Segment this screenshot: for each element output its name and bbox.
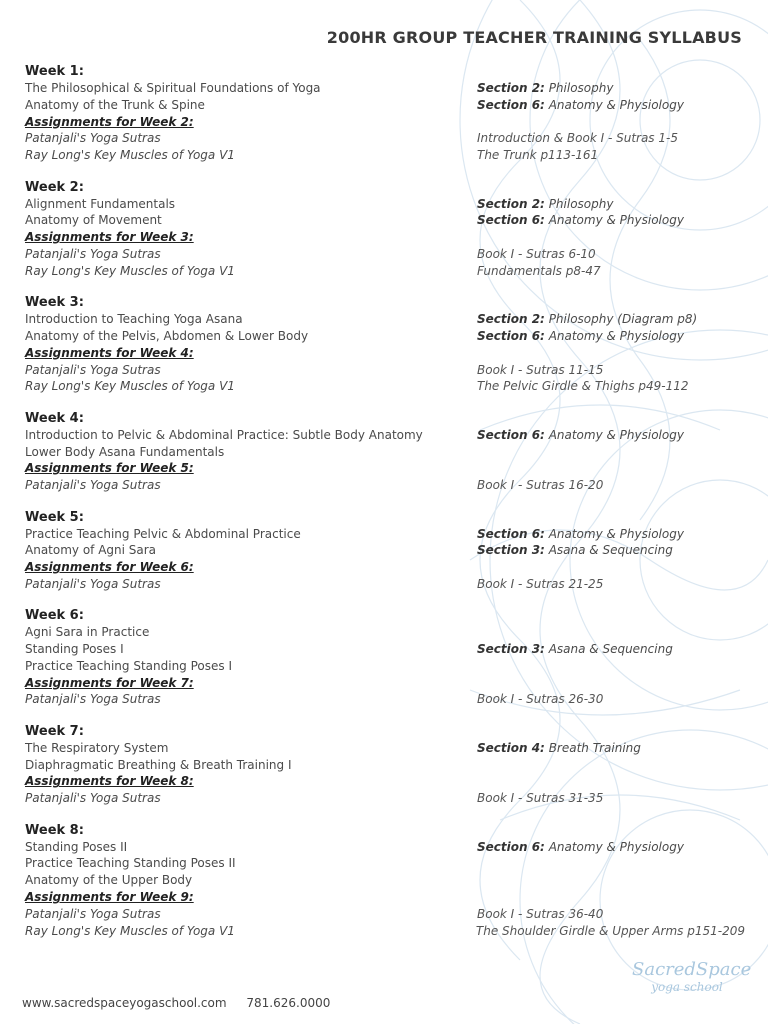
- right-column: [477, 114, 745, 131]
- reading-title: Patanjali's Yoga Sutras: [25, 906, 161, 921]
- section-value: Anatomy & Physiology: [548, 213, 684, 228]
- assignment-heading: Assignments for Week 4:: [25, 345, 194, 360]
- syllabus-row: [25, 427, 745, 444]
- reading-pages: Book I - Sutras 31-35: [477, 791, 604, 806]
- document-title: 200HR GROUP TEACHER TRAINING SYLLABUS: [326, 28, 742, 47]
- section-value: Asana & Sequencing: [548, 642, 673, 657]
- right-column: [477, 229, 745, 246]
- topic-text: Diaphragmatic Breathing & Breath Training I: [25, 757, 292, 772]
- reading-pages: The Shoulder Girdle & Upper Arms p151-209: [475, 923, 745, 938]
- reading-pages: Introduction & Book I - Sutras 1-5: [477, 131, 678, 146]
- reading-title: Patanjali's Yoga Sutras: [25, 576, 161, 591]
- phone-number: 781.626.0000: [246, 996, 331, 1010]
- syllabus-row: [25, 641, 745, 658]
- syllabus-row: [25, 740, 745, 757]
- right-column: [477, 641, 745, 658]
- right-column: [477, 790, 745, 807]
- assignment-heading: Assignments for Week 5:: [25, 461, 194, 476]
- section-value: Anatomy & Physiology: [548, 427, 684, 442]
- week-heading: Week 1:: [25, 64, 84, 79]
- syllabus-row: [25, 311, 745, 328]
- week-section: [25, 410, 745, 494]
- right-column: [477, 889, 745, 906]
- reading-title: Patanjali's Yoga Sutras: [25, 362, 161, 377]
- reading-pages: Fundamentals p8-47: [477, 263, 601, 278]
- syllabus-row: [25, 675, 745, 692]
- right-column: [477, 576, 745, 593]
- week-section: [25, 63, 745, 164]
- right-column: [477, 263, 745, 280]
- topic-text: Anatomy of the Pelvis, Abdomen & Lower Body: [25, 328, 309, 343]
- section-label: Section 2:: [477, 312, 545, 327]
- topic-text: Standing Poses II: [25, 839, 128, 854]
- logo-line-1: SacredSpace: [632, 959, 752, 980]
- section-value: Anatomy & Physiology: [548, 839, 684, 854]
- section-label: Section 6:: [477, 526, 545, 541]
- week-section: [25, 294, 745, 395]
- week-section: [25, 822, 745, 940]
- syllabus-row: [25, 345, 745, 362]
- syllabus-row: [25, 889, 745, 906]
- right-column: [477, 378, 745, 395]
- reading-pages: Book I - Sutras 11-15: [477, 362, 604, 377]
- assignment-heading: Assignments for Week 6:: [25, 560, 194, 575]
- syllabus-row: [25, 114, 745, 131]
- syllabus-row: [25, 362, 745, 379]
- reading-pages: The Pelvic Girdle & Thighs p49-112: [477, 379, 689, 394]
- syllabus-row: [25, 526, 745, 543]
- reading-title: Ray Long's Key Muscles of Yoga V1: [25, 148, 235, 163]
- right-column: [477, 362, 745, 379]
- syllabus-row: [25, 229, 745, 246]
- topic-text: The Philosophical & Spiritual Foundations of Yoga: [25, 81, 321, 95]
- footer: [22, 996, 346, 1010]
- syllabus-row: [25, 212, 745, 229]
- section-value: Anatomy & Physiology: [548, 328, 684, 343]
- section-label: Section 6:: [477, 213, 545, 228]
- syllabus-row: [25, 658, 745, 675]
- syllabus-row: [25, 691, 745, 708]
- week-heading: Week 7:: [25, 723, 84, 739]
- week-heading: Week 5:: [25, 509, 84, 525]
- section-label: Section 4:: [477, 740, 545, 755]
- section-label: Section 6:: [477, 839, 545, 854]
- topic-text: Anatomy of the Upper Body: [25, 873, 193, 888]
- section-label: Section 3:: [477, 543, 545, 558]
- section-value: Anatomy & Physiology: [548, 97, 684, 112]
- topic-text: Introduction to Pelvic & Abdominal Practice: Subtle Body Anatomy: [25, 427, 423, 442]
- week-section: [25, 723, 745, 807]
- right-column: [477, 196, 745, 213]
- reading-title: Ray Long's Key Muscles of Yoga V1: [25, 923, 235, 938]
- syllabus-row: [25, 97, 745, 114]
- reading-pages: Book I - Sutras 16-20: [477, 478, 604, 493]
- topic-text: Lower Body Asana Fundamentals: [25, 444, 225, 459]
- right-column: [477, 855, 745, 872]
- reading-title: Patanjali's Yoga Sutras: [25, 478, 161, 493]
- right-column: [477, 526, 745, 543]
- right-column: [477, 477, 745, 494]
- section-value: Philosophy (Diagram p8): [548, 312, 698, 327]
- syllabus-row: [25, 460, 745, 477]
- right-column: [477, 212, 745, 229]
- topic-text: Agni Sara in Practice: [25, 625, 150, 640]
- section-value: Philosophy: [548, 196, 614, 211]
- topic-text: Practice Teaching Pelvic & Abdominal Practice: [25, 526, 301, 541]
- reading-pages: Book I - Sutras 6-10: [477, 246, 596, 261]
- right-column: [477, 691, 745, 708]
- syllabus-content: [25, 63, 745, 954]
- reading-pages: The Trunk p113-161: [477, 148, 599, 163]
- syllabus-row: [25, 839, 745, 856]
- reading-pages: Book I - Sutras 21-25: [477, 576, 604, 591]
- syllabus-row: [25, 872, 745, 889]
- week-heading: Week 2:: [25, 179, 84, 195]
- reading-title: Patanjali's Yoga Sutras: [25, 791, 161, 806]
- assignment-heading: Assignments for Week 3:: [25, 230, 194, 245]
- right-column: [477, 130, 745, 147]
- section-value: Breath Training: [548, 740, 641, 755]
- week-section: [25, 509, 745, 593]
- syllabus-row: [25, 246, 745, 263]
- right-column: [477, 345, 745, 362]
- syllabus-row: [25, 923, 745, 940]
- website-link[interactable]: www.sacredspaceyogaschool.com: [22, 996, 227, 1010]
- reading-pages: Book I - Sutras 36-40: [477, 906, 604, 921]
- section-label: Section 3:: [477, 642, 545, 657]
- section-label: Section 2:: [477, 81, 545, 95]
- syllabus-row: [25, 196, 745, 213]
- topic-text: Anatomy of Movement: [25, 213, 162, 228]
- right-column: [477, 97, 745, 114]
- right-column: [477, 246, 745, 263]
- reading-title: Ray Long's Key Muscles of Yoga V1: [25, 379, 235, 394]
- topic-text: Introduction to Teaching Yoga Asana: [25, 312, 243, 327]
- right-column: [477, 624, 745, 641]
- syllabus-row: [25, 757, 745, 774]
- right-column: [477, 559, 745, 576]
- section-label: Section 6:: [477, 328, 545, 343]
- assignment-heading: Assignments for Week 8:: [25, 774, 194, 789]
- syllabus-row: [25, 773, 745, 790]
- syllabus-row: [25, 790, 745, 807]
- syllabus-row: [25, 477, 745, 494]
- right-column: [477, 80, 745, 97]
- section-value: Anatomy & Physiology: [548, 526, 684, 541]
- topic-text: Anatomy of the Trunk & Spine: [25, 97, 205, 112]
- section-value: Philosophy: [548, 81, 614, 95]
- week-section: [25, 607, 745, 708]
- syllabus-row: [25, 378, 745, 395]
- right-column: [477, 675, 745, 692]
- syllabus-row: [25, 576, 745, 593]
- syllabus-row: [25, 444, 745, 461]
- syllabus-row: [25, 328, 745, 345]
- right-column: [477, 311, 745, 328]
- week-section: [25, 179, 745, 280]
- syllabus-row: [25, 542, 745, 559]
- reading-title: Patanjali's Yoga Sutras: [25, 246, 161, 261]
- reading-title: Ray Long's Key Muscles of Yoga V1: [25, 263, 235, 278]
- syllabus-row: [25, 80, 745, 97]
- reading-title: Patanjali's Yoga Sutras: [25, 131, 161, 146]
- topic-text: The Respiratory System: [25, 740, 169, 755]
- syllabus-row: [25, 624, 745, 641]
- reading-title: Patanjali's Yoga Sutras: [25, 692, 161, 707]
- right-column: [477, 872, 745, 889]
- syllabus-row: [25, 130, 745, 147]
- assignment-heading: Assignments for Week 9:: [25, 890, 194, 905]
- right-column: [477, 773, 745, 790]
- right-column: [477, 906, 745, 923]
- week-heading: Week 3:: [25, 295, 84, 311]
- section-label: Section 6:: [477, 97, 545, 112]
- syllabus-row: [25, 147, 745, 164]
- right-column: [477, 427, 745, 444]
- right-column: [477, 460, 745, 477]
- right-column: [477, 542, 745, 559]
- right-column: [477, 328, 745, 345]
- week-heading: Week 8:: [25, 822, 84, 838]
- reading-pages: Book I - Sutras 26-30: [477, 692, 604, 707]
- section-label: Section 2:: [477, 196, 545, 211]
- assignment-heading: Assignments for Week 2:: [25, 114, 194, 129]
- syllabus-row: [25, 263, 745, 280]
- right-column: [477, 147, 745, 164]
- topic-text: Practice Teaching Standing Poses II: [25, 856, 236, 871]
- section-value: Asana & Sequencing: [548, 543, 673, 558]
- section-label: Section 6:: [477, 427, 545, 442]
- right-column: [476, 923, 745, 940]
- topic-text: Alignment Fundamentals: [25, 196, 176, 211]
- syllabus-row: [25, 855, 745, 872]
- week-heading: Week 6:: [25, 608, 84, 624]
- right-column: [477, 740, 745, 757]
- right-column: [477, 757, 745, 774]
- syllabus-row: [25, 559, 745, 576]
- logo-line-2: yoga school: [651, 980, 723, 994]
- right-column: [477, 839, 745, 856]
- topic-text: Anatomy of Agni Sara: [25, 543, 157, 558]
- topic-text: Standing Poses I: [25, 642, 124, 657]
- syllabus-row: [25, 906, 745, 923]
- right-column: [477, 444, 745, 461]
- week-heading: Week 4:: [25, 410, 84, 426]
- topic-text: Practice Teaching Standing Poses I: [25, 658, 233, 673]
- sacred-space-logo: [632, 959, 752, 1006]
- right-column: [477, 658, 745, 675]
- assignment-heading: Assignments for Week 7:: [25, 675, 194, 690]
